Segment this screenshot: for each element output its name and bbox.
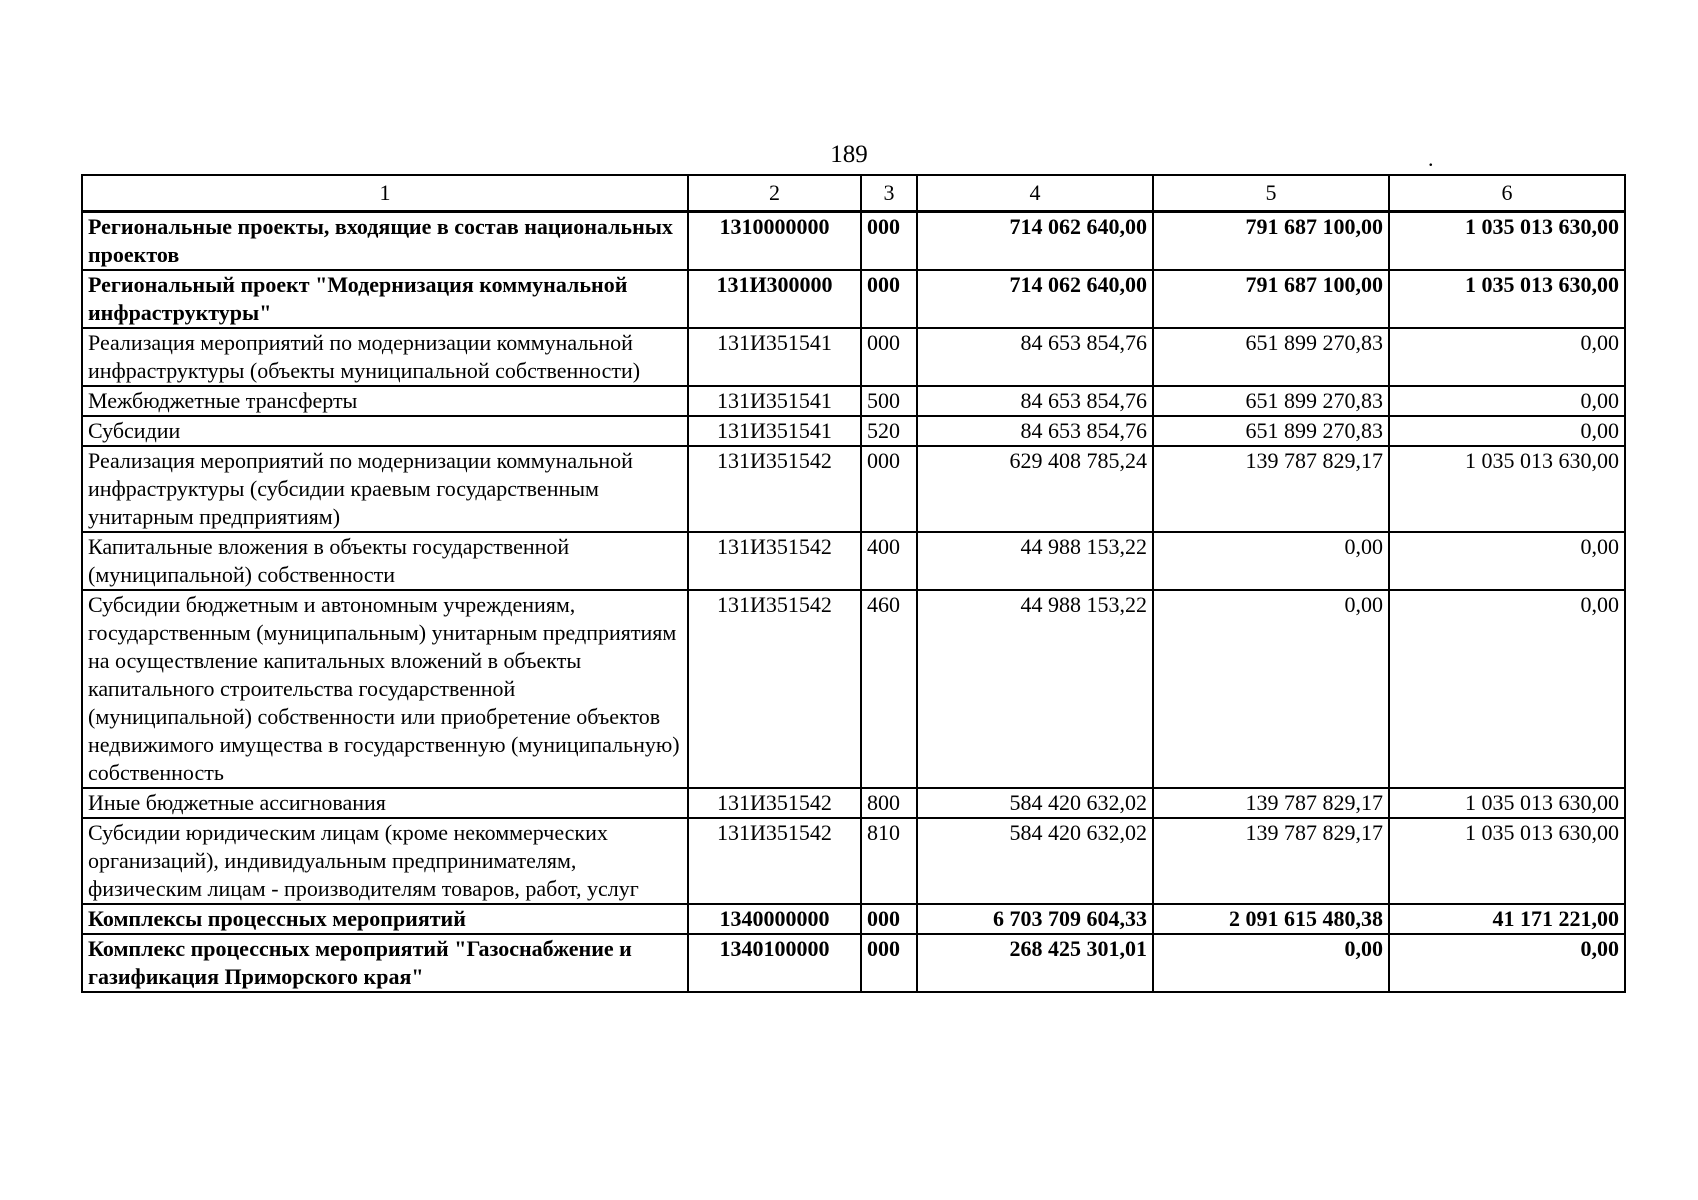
row-expense-type: 810	[861, 818, 917, 904]
row-value-6: 0,00	[1389, 386, 1625, 416]
row-expense-type: 000	[861, 904, 917, 934]
row-code: 1340000000	[688, 904, 861, 934]
row-code: 131И300000	[688, 270, 861, 328]
column-header: 5	[1153, 175, 1389, 212]
column-header: 3	[861, 175, 917, 212]
row-value-6: 0,00	[1389, 934, 1625, 992]
table-row	[82, 212, 1625, 271]
row-value-4: 44 988 153,22	[917, 532, 1153, 590]
row-code: 131И351542	[688, 788, 861, 818]
row-expense-type: 000	[861, 934, 917, 992]
row-value-4: 714 062 640,00	[917, 212, 1153, 271]
header-row	[82, 175, 1625, 212]
row-value-4: 584 420 632,02	[917, 788, 1153, 818]
row-value-6: 0,00	[1389, 532, 1625, 590]
row-code: 131И351542	[688, 818, 861, 904]
row-value-4: 84 653 854,76	[917, 386, 1153, 416]
row-code: 1310000000	[688, 212, 861, 271]
column-header: 1	[82, 175, 688, 212]
row-value-5: 2 091 615 480,38	[1153, 904, 1389, 934]
row-expense-type: 400	[861, 532, 917, 590]
row-expense-type: 000	[861, 328, 917, 386]
table-row	[82, 904, 1625, 934]
row-name: Реализация мероприятий по модернизации коммунальной инфраструктуры (субсидии краевым государственным унитарным предприятиям)	[82, 446, 688, 532]
row-value-5: 791 687 100,00	[1153, 212, 1389, 271]
row-expense-type: 000	[861, 212, 917, 271]
stray-mark: .	[1428, 146, 1434, 171]
row-name: Капитальные вложения в объекты государственной (муниципальной) собственности	[82, 532, 688, 590]
row-name: Межбюджетные трансферты	[82, 386, 688, 416]
table-row	[82, 328, 1625, 386]
row-name: Субсидии бюджетным и автономным учреждениям, государственным (муниципальным) унитарным предприятиям на осуществление капитальных вложений в объекты капитального строительства государственной (муниципальной) собственности или приобретение объектов недвижимого имущества в государственную (муниципальную) собственность	[82, 590, 688, 788]
row-value-4: 44 988 153,22	[917, 590, 1153, 788]
table-row	[82, 788, 1625, 818]
row-value-5: 0,00	[1153, 590, 1389, 788]
row-code: 131И351541	[688, 328, 861, 386]
budget-table	[81, 174, 1626, 993]
row-value-4: 629 408 785,24	[917, 446, 1153, 532]
column-header: 2	[688, 175, 861, 212]
row-value-6: 1 035 013 630,00	[1389, 818, 1625, 904]
row-value-5: 0,00	[1153, 934, 1389, 992]
row-value-4: 6 703 709 604,33	[917, 904, 1153, 934]
table-row	[82, 590, 1625, 788]
row-value-5: 0,00	[1153, 532, 1389, 590]
row-value-5: 651 899 270,83	[1153, 416, 1389, 446]
row-expense-type: 460	[861, 590, 917, 788]
row-value-4: 714 062 640,00	[917, 270, 1153, 328]
row-name: Комплекс процессных мероприятий "Газоснабжение и газификация Приморского края"	[82, 934, 688, 992]
row-code: 131И351541	[688, 386, 861, 416]
row-expense-type: 500	[861, 386, 917, 416]
row-value-6: 1 035 013 630,00	[1389, 212, 1625, 271]
row-value-5: 651 899 270,83	[1153, 328, 1389, 386]
row-name: Субсидии юридическим лицам (кроме некоммерческих организаций), индивидуальным предпринимателям, физическим лицам - производителям товаров, работ, услуг	[82, 818, 688, 904]
row-expense-type: 520	[861, 416, 917, 446]
row-value-6: 1 035 013 630,00	[1389, 270, 1625, 328]
row-code: 131И351542	[688, 446, 861, 532]
row-value-5: 791 687 100,00	[1153, 270, 1389, 328]
row-code: 1340100000	[688, 934, 861, 992]
row-name: Реализация мероприятий по модернизации коммунальной инфраструктуры (объекты муниципальной собственности)	[82, 328, 688, 386]
table-row	[82, 386, 1625, 416]
row-expense-type: 000	[861, 270, 917, 328]
table-row	[82, 416, 1625, 446]
row-name: Комплексы процессных мероприятий	[82, 904, 688, 934]
row-value-6: 0,00	[1389, 328, 1625, 386]
row-value-6: 41 171 221,00	[1389, 904, 1625, 934]
row-name: Субсидии	[82, 416, 688, 446]
row-value-5: 139 787 829,17	[1153, 446, 1389, 532]
row-value-6: 1 035 013 630,00	[1389, 788, 1625, 818]
table-row	[82, 270, 1625, 328]
row-code: 131И351542	[688, 532, 861, 590]
table-row	[82, 818, 1625, 904]
row-value-4: 84 653 854,76	[917, 328, 1153, 386]
row-name: Региональные проекты, входящие в состав национальных проектов	[82, 212, 688, 271]
row-value-6: 0,00	[1389, 416, 1625, 446]
row-code: 131И351542	[688, 590, 861, 788]
column-header: 6	[1389, 175, 1625, 212]
table-row	[82, 934, 1625, 992]
row-value-6: 1 035 013 630,00	[1389, 446, 1625, 532]
row-value-4: 584 420 632,02	[917, 818, 1153, 904]
row-expense-type: 800	[861, 788, 917, 818]
table-row	[82, 446, 1625, 532]
page-number: 189	[830, 141, 868, 168]
row-value-4: 268 425 301,01	[917, 934, 1153, 992]
row-value-5: 139 787 829,17	[1153, 788, 1389, 818]
row-code: 131И351541	[688, 416, 861, 446]
row-value-5: 651 899 270,83	[1153, 386, 1389, 416]
row-name: Иные бюджетные ассигнования	[82, 788, 688, 818]
column-header: 4	[917, 175, 1153, 212]
row-value-5: 139 787 829,17	[1153, 818, 1389, 904]
table-row	[82, 532, 1625, 590]
row-value-6: 0,00	[1389, 590, 1625, 788]
row-value-4: 84 653 854,76	[917, 416, 1153, 446]
row-expense-type: 000	[861, 446, 917, 532]
row-name: Региональный проект "Модернизация коммунальной инфраструктуры"	[82, 270, 688, 328]
